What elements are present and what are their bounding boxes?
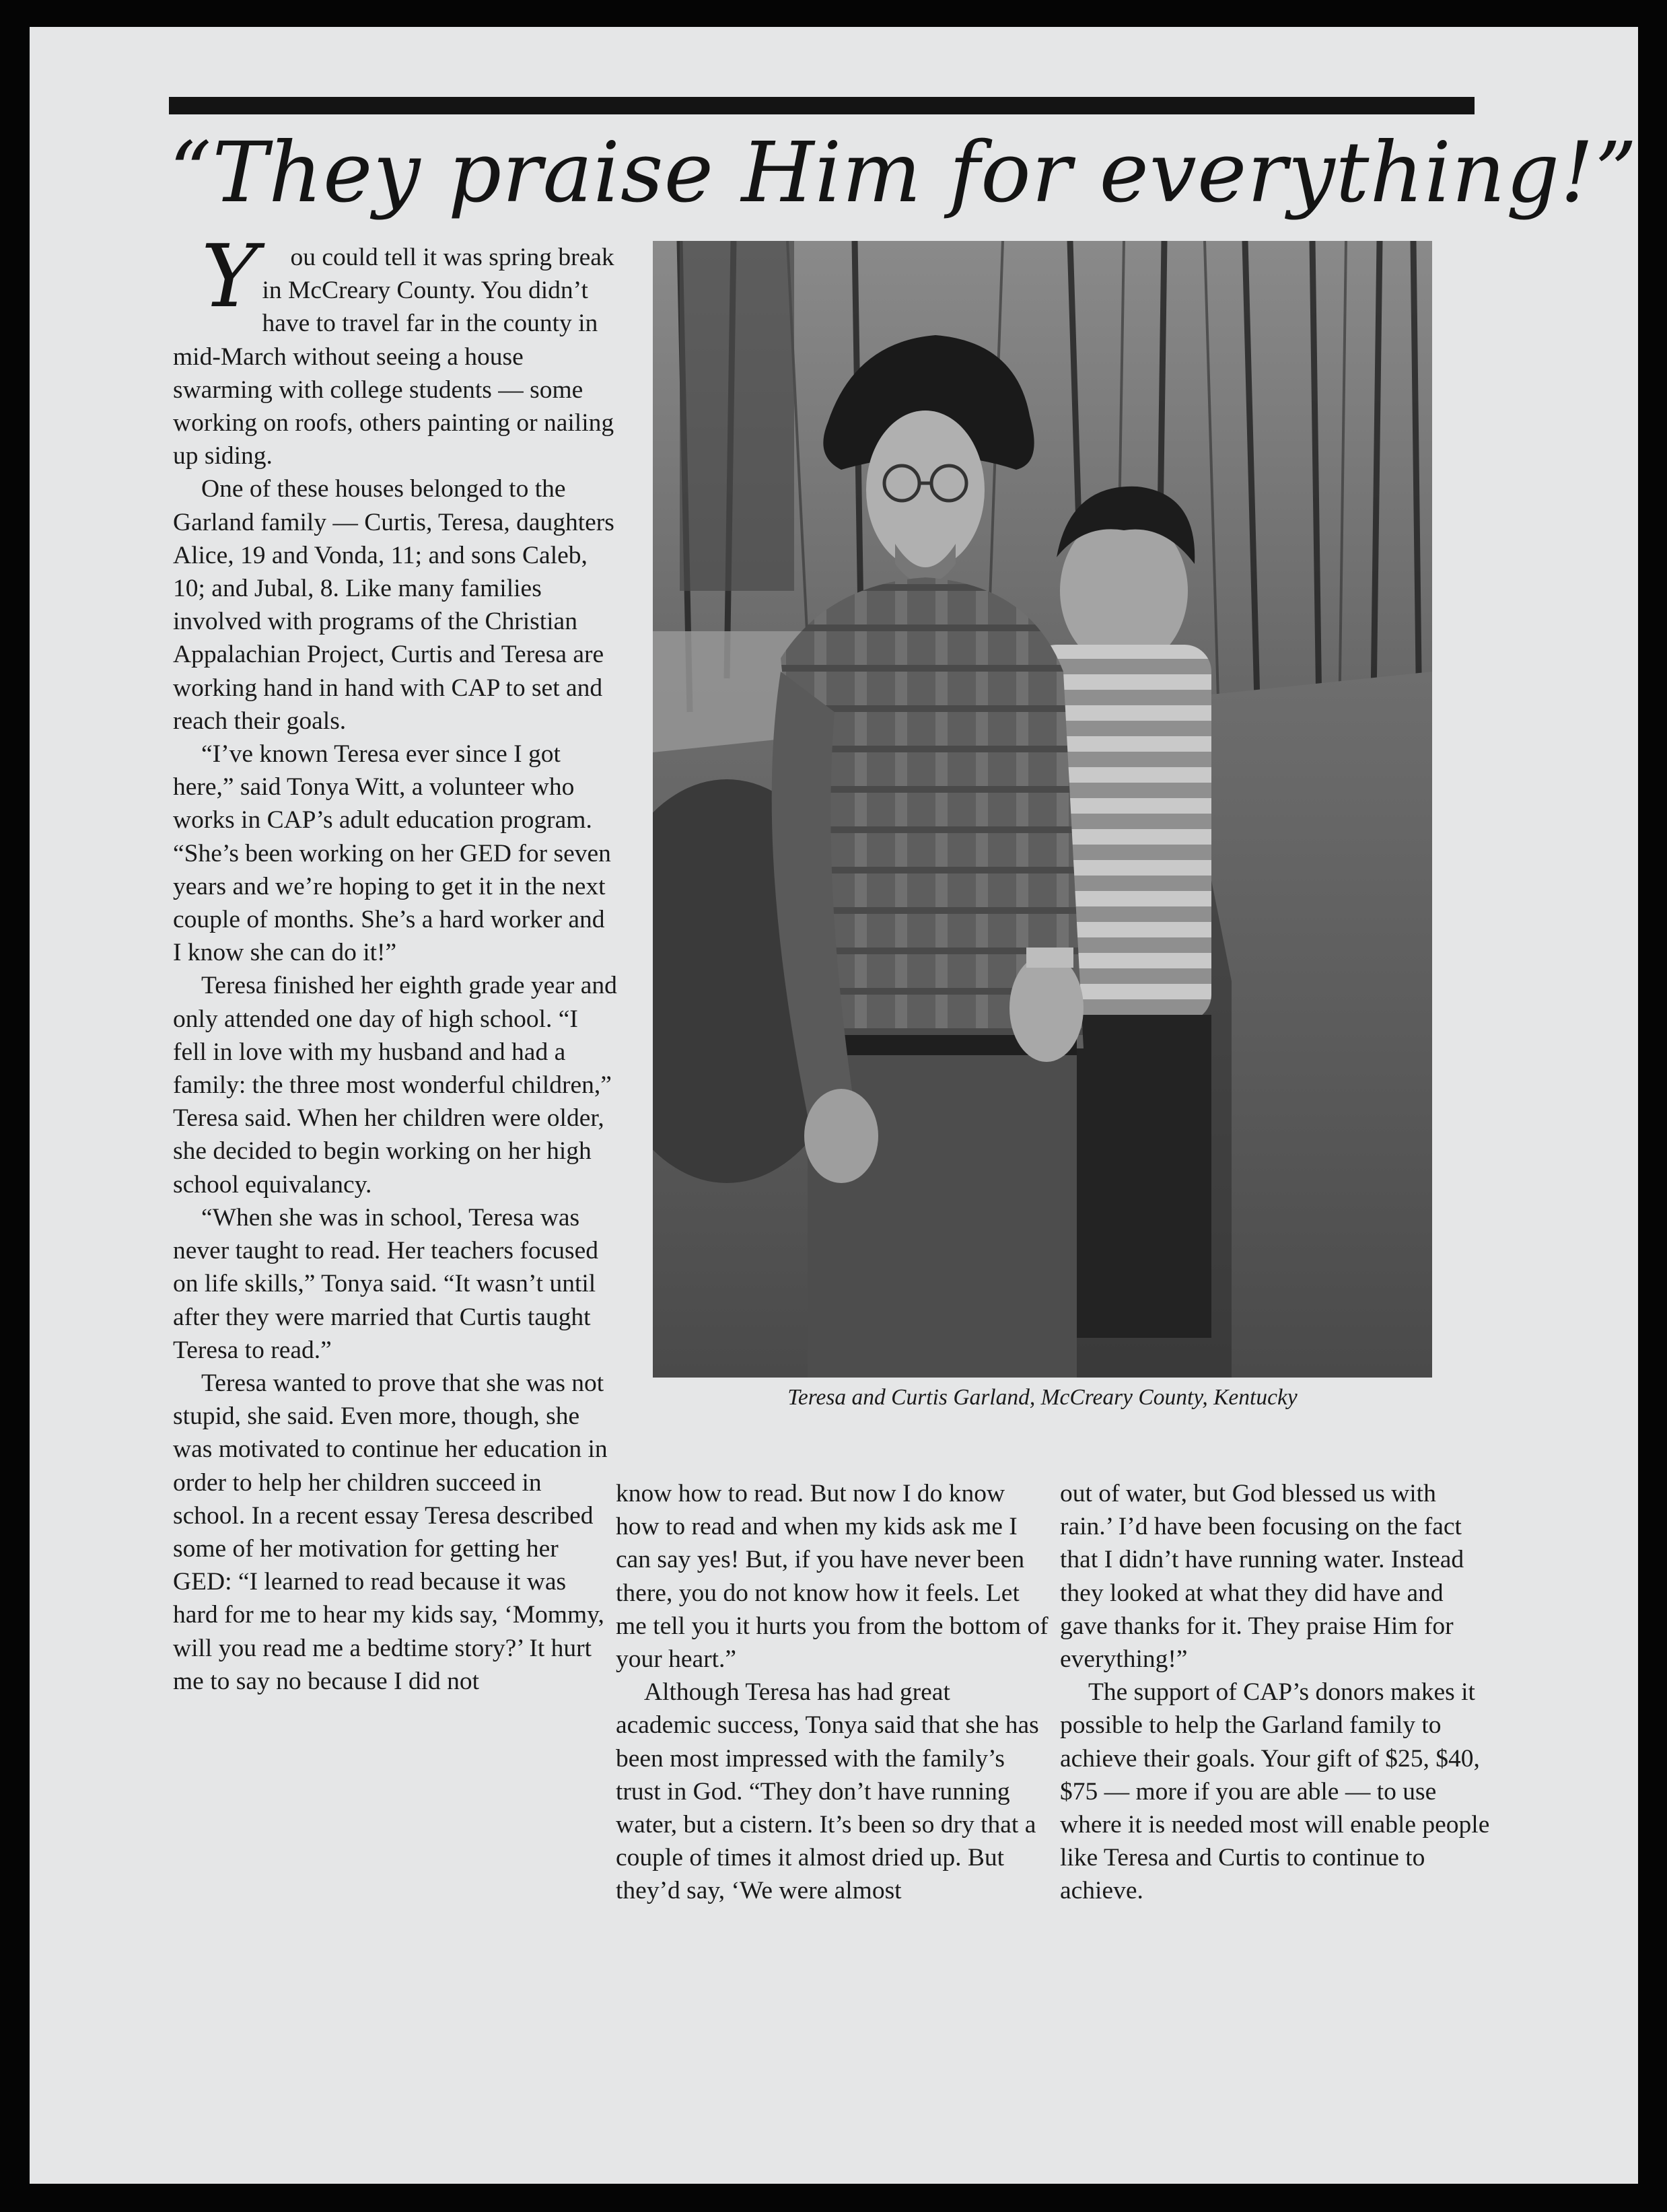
paragraph: Teresa finished her eighth grade year and only attended one day of high school. “I fell in love with my husband and had a family: the three most wonderful children,” Teresa said. When her children were older, she decided to begin working on her high school equivalancy. <box>173 972 617 1199</box>
headline: “They praise Him for everything!” <box>169 124 1638 221</box>
paragraph: know how to read. But now I do know how to read and when my kids ask me I can say yes! But, if you have never been there, you do not know how it feels. Let me tell you it hurts you from the bottom of your heart.” <box>616 1480 1049 1674</box>
paragraph: out of water, but God blessed us with rain.’ I’d have been focusing on the fact that I didn’t have running water. Instead they looked at what they did have and gave thanks for it. They praise Him for everything!” <box>1060 1480 1464 1674</box>
drop-cap: Y <box>201 227 258 327</box>
paragraph: “I’ve known Teresa ever since I got here,” said Tonya Witt, a volunteer who works in CAP’s adult education program. “She’s been working on her GED for seven years and we’re hoping to get it in the next couple of months. She’s a hard worker and I know she can do it!” <box>173 740 611 967</box>
photo-illustration <box>653 241 1432 1378</box>
paragraph: “When she was in school, Teresa was never taught to read. Her teachers focused on life skills,” Tonya said. “It wasn’t until after they were married that Curtis taught Teresa to read.” <box>173 1203 598 1364</box>
article-column-1 <box>173 227 617 1698</box>
paragraph <box>173 227 617 472</box>
photo-caption: Teresa and Curtis Garland, McCreary County, Kentucky <box>787 1385 1298 1410</box>
paragraph: Although Teresa has had great academic success, Tonya said that she has been most impressed with the family’s trust in God. “They don’t have running water, but a cistern. It’s been so dry that a couple of times it almost dried up. But they’d say, ‘We were almost <box>616 1678 1039 1905</box>
photo-teresa-and-curtis <box>653 241 1432 1378</box>
paragraph: The support of CAP’s donors makes it possible to help the Garland family to achieve their goals. Your gift of $25, $40, $75 — more if you are able — to use where it is needed most will enable people like Teresa and Curtis to continue to achieve. <box>1060 1678 1490 1905</box>
paragraph: Teresa wanted to prove that she was not stupid, she said. Even more, though, she was motivated to continue her education in order to help her children succeed in school. In a recent essay Teresa described some of her motivation for getting her GED: “I learned to read because it was hard for me to hear my kids say, ‘Mommy, will you read me a bedtime story?’ It hurt me to say no because I did not <box>173 1369 608 1695</box>
paragraph-text: ou could tell it was spring break in McCreary County. You didn’t have to travel far in the county in mid-March without seeing a house swarming with college students — some working on roofs, others painting or nailing up siding. <box>173 244 614 470</box>
article-column-2 <box>616 1477 1050 1908</box>
header-rule <box>169 97 1475 114</box>
article-column-3 <box>1060 1477 1491 1908</box>
paragraph: One of these houses belonged to the Garland family — Curtis, Teresa, daughters Alice, 19 and Vonda, 11; and sons Caleb, 10; and Jubal, 8. Like many families involved with programs of the Christian Appalachian Project, Curtis and Teresa are working hand in hand with CAP to set and reach their goals. <box>173 475 614 735</box>
